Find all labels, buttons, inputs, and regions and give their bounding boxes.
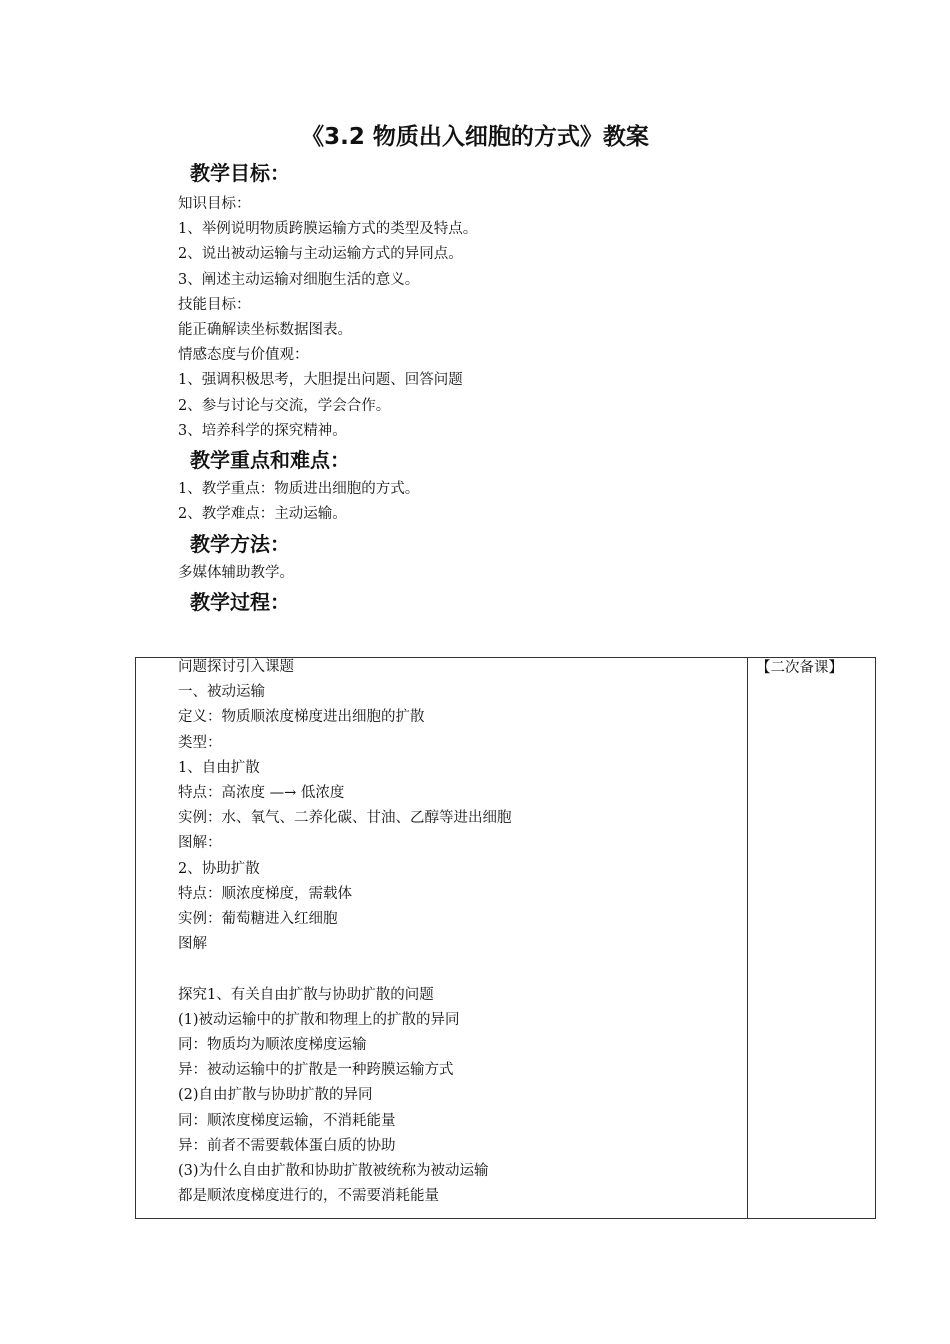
table-column-divider bbox=[747, 658, 748, 1218]
objectives-line: 2、参与讨论与交流，学会合作。 bbox=[178, 397, 391, 414]
table-line: 1、自由扩散 bbox=[178, 759, 260, 776]
table-line: 图解： bbox=[178, 835, 222, 852]
table-line: 特点：高浓度 —→ 低浓度 bbox=[178, 785, 345, 802]
table-line: 实例：水、氧气、二养化碳、甘油、乙醇等进出细胞 bbox=[178, 810, 512, 827]
table-line: (3)为什么自由扩散和协助扩散被统称为被动运输 bbox=[178, 1163, 489, 1180]
objectives-list bbox=[178, 192, 477, 444]
table-line: 2、协助扩散 bbox=[178, 860, 260, 877]
table-line: 都是顺浓度梯度进行的，不需要消耗能量 bbox=[178, 1188, 439, 1205]
heading-method: 教学方法： bbox=[190, 532, 290, 556]
table-line: 异：被动运输中的扩散是一种跨膜运输方式 bbox=[178, 1062, 454, 1079]
key-points-line: 2、教学难点：主动运输。 bbox=[178, 506, 347, 523]
method-line: 多媒体辅助教学。 bbox=[178, 565, 294, 581]
table-line bbox=[178, 957, 512, 982]
method-list bbox=[178, 561, 294, 586]
table-line: 定义：物质顺浓度梯度进出细胞的扩散 bbox=[178, 709, 425, 726]
table-line: 一、被动运输 bbox=[178, 684, 265, 701]
table-main-column bbox=[178, 655, 512, 1209]
table-line: 异：前者不需要载体蛋白质的协助 bbox=[178, 1137, 396, 1154]
table-line: 实例：葡萄糖进入红细胞 bbox=[178, 911, 338, 928]
lesson-process-table bbox=[135, 657, 876, 1219]
table-line: 问题探讨引入课题 bbox=[178, 659, 294, 675]
key-points-list bbox=[178, 477, 419, 527]
secondary-prep-label: 【二次备课】 bbox=[756, 660, 843, 676]
objectives-line: 1、举例说明物质跨膜运输方式的类型及特点。 bbox=[178, 221, 478, 238]
table-line: 图解 bbox=[178, 936, 207, 953]
objectives-line: 知识目标： bbox=[178, 196, 251, 212]
objectives-line: 3、阐述主动运输对细胞生活的意义。 bbox=[178, 271, 420, 288]
table-line: (2)自由扩散与协助扩散的异同 bbox=[178, 1087, 373, 1104]
key-points-line: 1、教学重点：物质进出细胞的方式。 bbox=[178, 481, 420, 497]
table-line: 类型： bbox=[178, 734, 222, 751]
heading-objectives: 教学目标： bbox=[190, 161, 290, 185]
objectives-line: 1、强调积极思考，大胆提出问题、回答问题 bbox=[178, 372, 463, 389]
table-line: 探究1、有关自由扩散与协助扩散的问题 bbox=[178, 986, 434, 1003]
table-line: 同：物质均为顺浓度梯度运输 bbox=[178, 1037, 367, 1054]
objectives-line: 技能目标： bbox=[178, 296, 251, 313]
table-line: 同：顺浓度梯度运输，不消耗能量 bbox=[178, 1112, 396, 1129]
objectives-line: 3、培养科学的探究精神。 bbox=[178, 422, 347, 439]
objectives-line: 2、说出被动运输与主动运输方式的异同点。 bbox=[178, 246, 463, 263]
heading-process: 教学过程： bbox=[190, 590, 290, 614]
document-title: 《3.2 物质出入细胞的方式》教案 bbox=[301, 124, 649, 150]
table-line: (1)被动运输中的扩散和物理上的扩散的异同 bbox=[178, 1011, 460, 1028]
objectives-line: 情感态度与价值观： bbox=[178, 347, 309, 364]
objectives-line: 能正确解读坐标数据图表。 bbox=[178, 322, 352, 339]
table-line: 特点：顺浓度梯度，需载体 bbox=[178, 885, 352, 902]
heading-key-points: 教学重点和难点： bbox=[190, 448, 350, 472]
